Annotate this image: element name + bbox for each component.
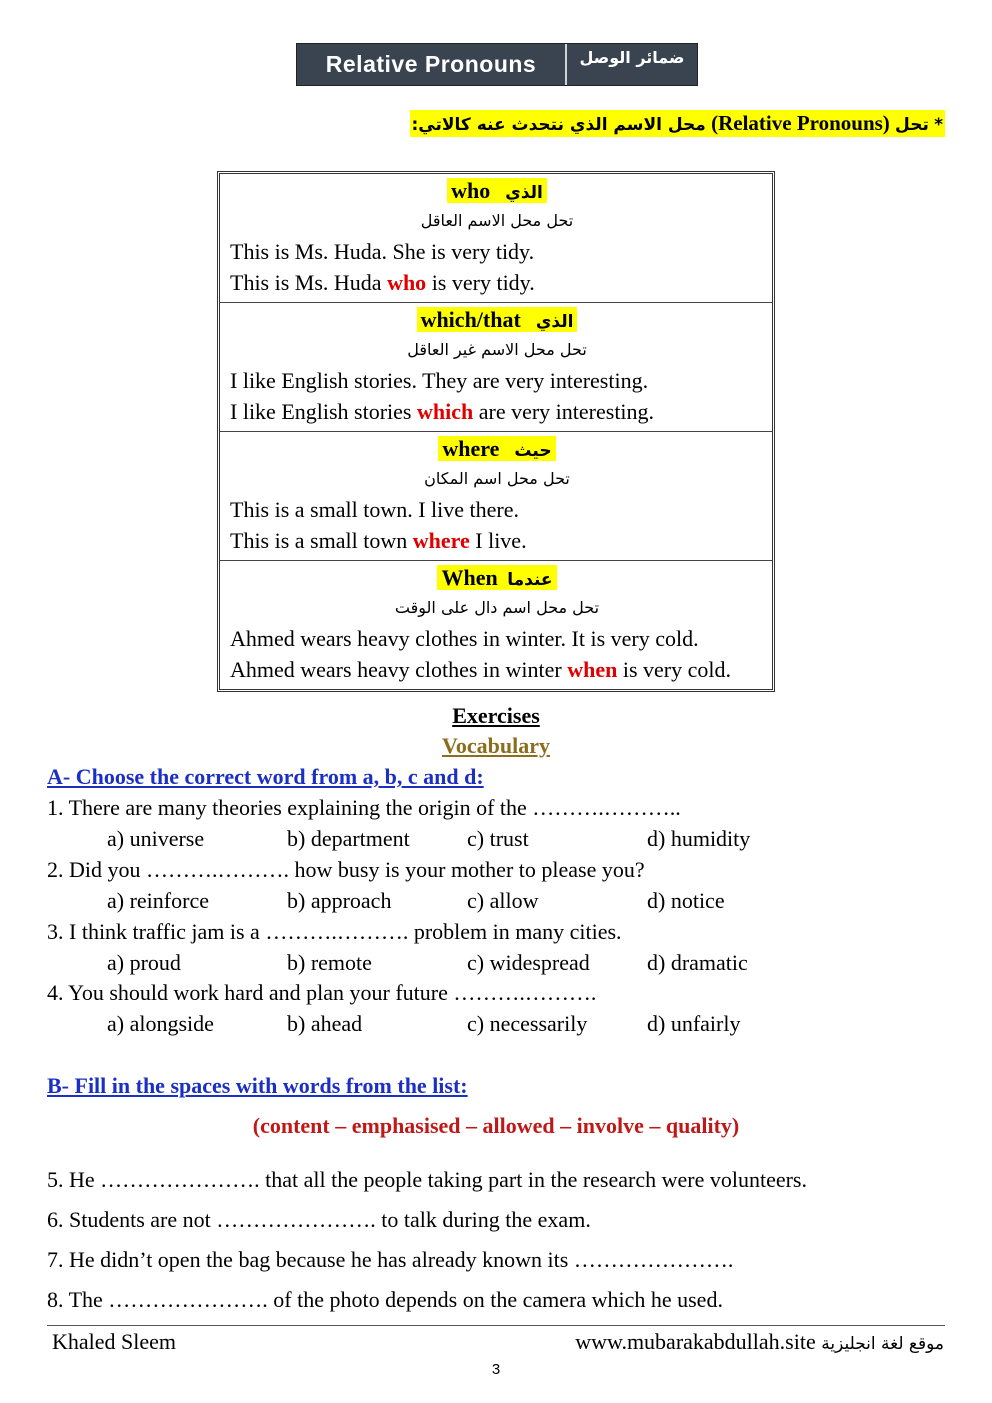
sentence-part: This is a small town (230, 528, 413, 553)
option-d[interactable]: d) humidity (647, 826, 751, 851)
sentence-part: Ahmed wears heavy clothes in winter (230, 657, 568, 682)
pronoun-heading (230, 305, 764, 335)
option-c[interactable]: c) trust (467, 826, 529, 851)
title-english: Relative Pronouns (325, 51, 537, 77)
question-3: 3. I think traffic jam is a ……….………. problem in many cities. (47, 919, 622, 944)
pronoun-word: which/that (420, 307, 521, 332)
highlight-word: where (412, 528, 470, 553)
option-c[interactable]: c) widespread (467, 950, 590, 975)
footer-author: Khaled Sleem (52, 1329, 177, 1354)
example-sentence: I like English stories. They are very interesting. (230, 368, 649, 393)
option-a[interactable]: a) universe (107, 826, 205, 851)
pronoun-row-when (220, 561, 772, 689)
option-b[interactable]: b) department (287, 826, 410, 851)
intro-arabic-before: تحل (895, 115, 929, 135)
question-2: 2. Did you ……….………. how busy is your mother to please you? (47, 857, 645, 882)
footer-site (575, 1329, 944, 1355)
pronoun-row-which (220, 303, 772, 432)
sentence-part: is very tidy. (426, 270, 535, 295)
pronoun-description: تحل محل اسم المكان (424, 469, 570, 488)
highlight-word: which (416, 399, 474, 424)
option-a[interactable]: a) reinforce (107, 888, 209, 913)
exercises-title: Exercises (452, 703, 540, 728)
option-c[interactable]: c) allow (467, 888, 539, 913)
sentence-part: This is Ms. Huda (230, 270, 388, 295)
fill-item-6: 6. Students are not …………………. to talk during the exam. (47, 1207, 591, 1232)
section-b-heading: B- Fill in the spaces with words from the list: (47, 1073, 468, 1098)
footer-divider (47, 1325, 945, 1326)
footer-site-url[interactable]: www.mubarakabdullah.site (575, 1329, 816, 1354)
option-a[interactable]: a) proud (107, 950, 181, 975)
option-b[interactable]: b) remote (287, 950, 372, 975)
combined-sentence (230, 525, 764, 556)
example-sentence: Ahmed wears heavy clothes in winter. It is very cold. (230, 626, 699, 651)
title-banner (296, 43, 698, 86)
combined-sentence (230, 396, 764, 427)
question-4: 4. You should work hard and plan your future ……….………. (47, 980, 597, 1005)
relative-pronouns-table (217, 171, 775, 692)
pronoun-arabic: الذي (535, 312, 574, 332)
example-sentence: This is Ms. Huda. She is very tidy. (230, 239, 535, 264)
example-sentence: This is a small town. I live there. (230, 497, 519, 522)
option-a[interactable]: a) alongside (107, 1011, 214, 1036)
highlight-word: who (387, 270, 427, 295)
vocabulary-subtitle: Vocabulary (442, 733, 550, 758)
intro-star: * (934, 115, 943, 135)
combined-sentence (230, 267, 764, 298)
option-b[interactable]: b) approach (287, 888, 392, 913)
footer-site-arabic: موقع لغة انجليزية (821, 1334, 944, 1354)
intro-arabic-after: محل الاسم الذي نتحدث عنه كالاتي: (411, 115, 706, 135)
option-c[interactable]: c) necessarily (467, 1011, 588, 1036)
pronoun-word: who (451, 178, 491, 203)
page-number: 3 (491, 1361, 501, 1378)
intro-line (410, 110, 946, 137)
section-a-heading: A- Choose the correct word from a, b, c and d: (47, 764, 484, 789)
pronoun-word: where (442, 436, 500, 461)
combined-sentence (230, 654, 764, 685)
word-list: (content – emphasised – allowed – involve – quality) (252, 1113, 740, 1138)
option-d[interactable]: d) unfairly (647, 1011, 741, 1036)
pronoun-arabic: عندما (507, 570, 553, 590)
intro-english: (Relative Pronouns) (711, 111, 890, 135)
sentence-part: is very cold. (617, 657, 732, 682)
sentence-part: I live. (469, 528, 527, 553)
pronoun-word: When (441, 565, 498, 590)
fill-item-5: 5. He …………………. that all the people taking part in the research were volunteers. (47, 1167, 807, 1192)
pronoun-heading (230, 176, 764, 206)
pronoun-description: تحل محل اسم دال على الوقت (394, 598, 600, 617)
question-1: 1. There are many theories explaining the origin of the ……….……….. (47, 795, 681, 820)
pronoun-heading (230, 434, 764, 464)
pronoun-row-where (220, 432, 772, 561)
option-d[interactable]: d) notice (647, 888, 725, 913)
pronoun-arabic: الذي (505, 183, 543, 203)
pronoun-row-who (220, 174, 772, 303)
pronoun-description: تحل محل الاسم غير العاقل (407, 340, 587, 359)
pronoun-heading (230, 563, 764, 593)
sentence-part: are very interesting. (473, 399, 655, 424)
sentence-part: I like English stories (230, 399, 417, 424)
fill-item-8: 8. The …………………. of the photo depends on the camera which he used. (47, 1287, 723, 1312)
highlight-word: when (567, 657, 618, 682)
option-d[interactable]: d) dramatic (647, 950, 748, 975)
pronoun-description: تحل محل الاسم العاقل (420, 211, 574, 230)
fill-item-7: 7. He didn’t open the bag because he has already known its …………………. (47, 1247, 734, 1272)
option-b[interactable]: b) ahead (287, 1011, 363, 1036)
pronoun-arabic: حيث (514, 441, 552, 461)
title-arabic: ضمائر الوصل (579, 48, 685, 67)
